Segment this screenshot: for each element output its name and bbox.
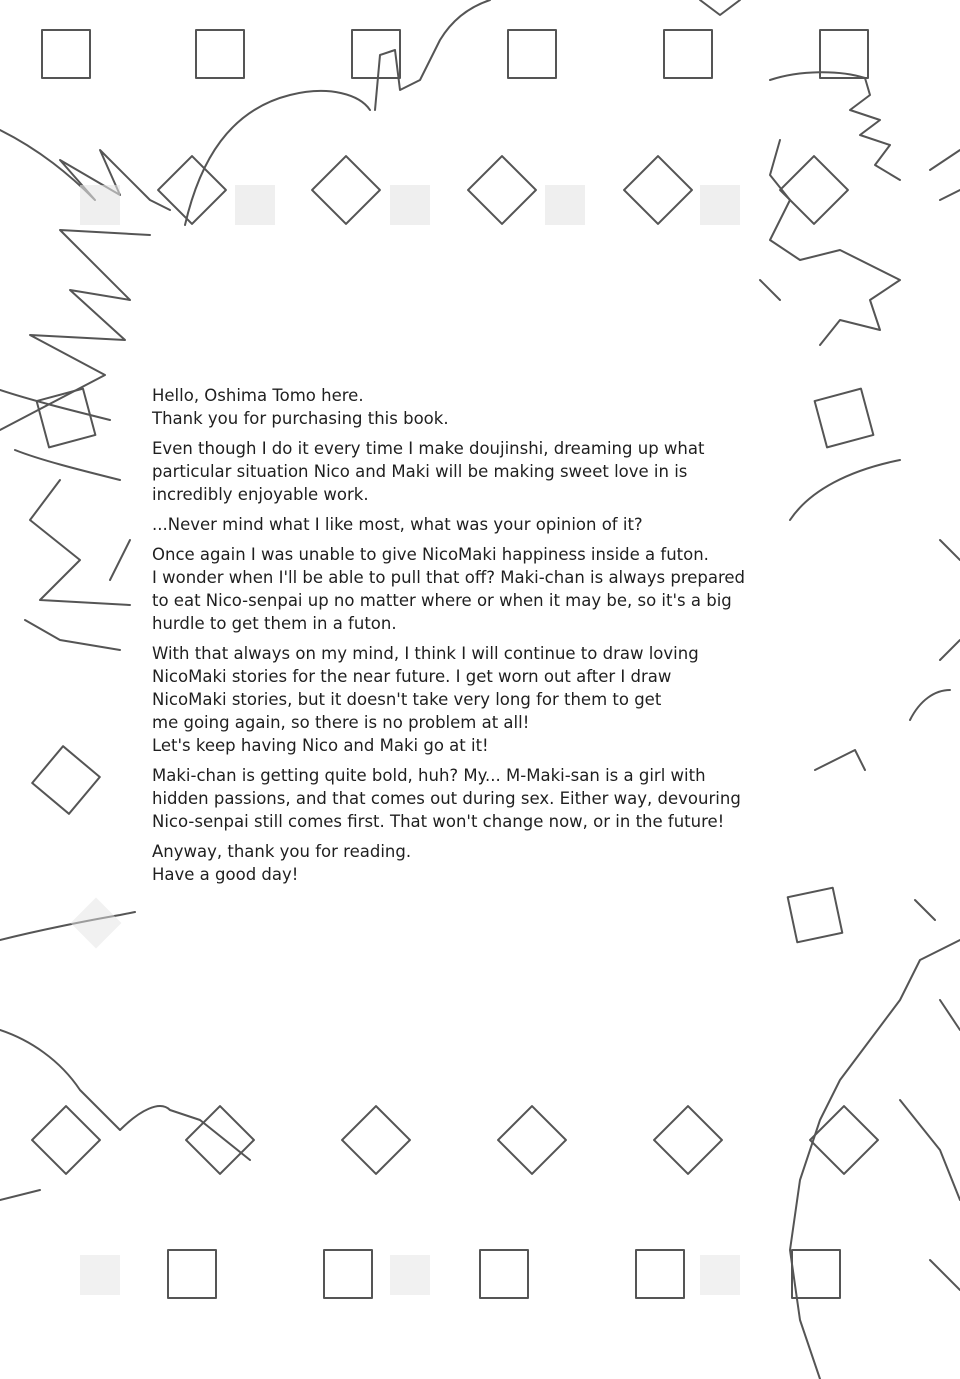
screentone-patch <box>700 185 740 225</box>
letter-paragraph <box>152 840 792 886</box>
diamond-outline-icon <box>342 1106 410 1174</box>
silhouette-outline-right-top <box>760 72 960 345</box>
screentone-patch <box>80 185 120 225</box>
letter-line: I wonder when I'll be able to pull that off? Maki-chan is always prepared <box>152 568 746 587</box>
screentone-patch <box>235 185 275 225</box>
letter-paragraph <box>152 384 792 430</box>
letter-paragraph <box>152 543 792 635</box>
letter-line: Let's keep having Nico and Maki go at it! <box>152 736 489 755</box>
silhouette-outline-left-side <box>0 390 130 650</box>
letter-line: Even though I do it every time I make doujinshi, dreaming up what <box>152 439 705 458</box>
square-outline-icon <box>324 1250 372 1298</box>
letter-line: With that always on my mind, I think I will continue to draw loving <box>152 644 699 663</box>
letter-line: Nico-senpai still comes first. That won't change now, or in the future! <box>152 812 725 831</box>
letter-line: Once again I was unable to give NicoMaki happiness inside a futon. <box>152 545 709 564</box>
square-outline-icon <box>508 30 556 78</box>
square-outline-icon <box>42 30 90 78</box>
letter-line: hurdle to get them in a futon. <box>152 614 397 633</box>
silhouette-outline-top-left <box>0 130 170 430</box>
silhouette-outline-right-side <box>790 460 960 770</box>
square-outline-icon <box>820 30 868 78</box>
diamond-outline-icon <box>186 1106 254 1174</box>
letter-line: Anyway, thank you for reading. <box>152 842 412 861</box>
letter-line: particular situation Nico and Maki will be making sweet love in is <box>152 462 688 481</box>
square-outline-icon <box>788 888 843 943</box>
letter-paragraph <box>152 642 792 757</box>
letter-line: Thank you for purchasing this book. <box>152 409 449 428</box>
square-outline-icon <box>792 1250 840 1298</box>
diamond-outline-icon <box>498 1106 566 1174</box>
diamond-outline-icon <box>158 156 226 224</box>
letter-line: hidden passions, and that comes out during sex. Either way, devouring <box>152 789 741 808</box>
silhouette-outline-bottom-left <box>0 912 250 1200</box>
screentone-patch <box>545 185 585 225</box>
square-outline-icon <box>352 30 400 78</box>
diamond-outline-icon <box>312 156 380 224</box>
square-outline-icon <box>196 30 244 78</box>
letter-line: to eat Nico-senpai up no matter where or when it may be, so it's a big <box>152 591 732 610</box>
diamond-outline-icon <box>32 1106 100 1174</box>
letter-line: NicoMaki stories, but it doesn't take very long for them to get <box>152 690 662 709</box>
diamond-outline-icon <box>32 746 100 814</box>
afterword-letter <box>152 384 792 893</box>
screentone-patch <box>80 1255 120 1295</box>
screentone-patch <box>700 1255 740 1295</box>
screentone-patch <box>390 185 430 225</box>
letter-paragraph <box>152 437 792 506</box>
square-outline-icon <box>636 1250 684 1298</box>
diamond-outline-icon <box>654 1106 722 1174</box>
diamond-outline-icon <box>810 1106 878 1174</box>
letter-line: Have a good day! <box>152 865 299 884</box>
square-outline-icon <box>168 1250 216 1298</box>
letter-line: Maki-chan is getting quite bold, huh? My... M-Maki-san is a girl with <box>152 766 706 785</box>
diamond-outline-icon <box>468 156 536 224</box>
square-outline-icon <box>37 389 96 448</box>
square-outline-icon <box>480 1250 528 1298</box>
letter-paragraph <box>152 513 792 536</box>
letter-line: Hello, Oshima Tomo here. <box>152 386 364 405</box>
letter-line: me going again, so there is no problem at all! <box>152 713 530 732</box>
screentone-patch <box>390 1255 430 1295</box>
square-outline-icon <box>815 389 874 448</box>
letter-line: incredibly enjoyable work. <box>152 485 369 504</box>
screentone-patch <box>71 898 122 949</box>
letter-line: ...Never mind what I like most, what was your opinion of it? <box>152 515 643 534</box>
silhouette-outline-bottom-right <box>790 900 960 1379</box>
diamond-outline-icon <box>624 156 692 224</box>
letter-line: NicoMaki stories for the near future. I get worn out after I draw <box>152 667 672 686</box>
square-outline-icon <box>664 30 712 78</box>
letter-paragraph <box>152 764 792 833</box>
diamond-outline-icon <box>780 156 848 224</box>
